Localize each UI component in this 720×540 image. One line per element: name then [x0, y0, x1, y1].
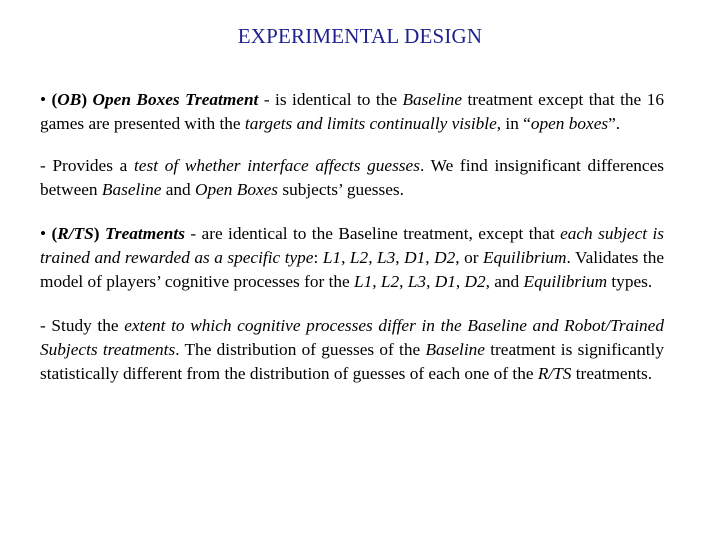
slide-body — [40, 88, 664, 386]
treatment-abbr: (R/TS) — [51, 224, 100, 243]
paragraph-provides-test: - Provides a test of whether interface affects guesses. We find insignificant differences between Baseline and Open Boxes subjects’ guesses. — [40, 156, 664, 199]
page-title: EXPERIMENTAL DESIGN — [237, 24, 483, 48]
bullet: • — [40, 224, 47, 243]
paragraph-rts-treatments: • (R/TS) Treatments - are identical to the Baseline treatment, except that each subject is trained and rewarded as a specific type: L1, L2, L3, D1, D2, or Equilibrium. Validates the model of players’ cognitive processes for the L1, L2, L3, D1, D2, and Equilibrium types. — [40, 224, 665, 291]
treatment-abbr: (OB) — [51, 90, 88, 109]
paragraph-study-extent: - Study the extent to which cognitive processes differ in the Baseline and Robot/Trained Subjects treatments. The distribution of guesses of the Baseline treatment is significantly statistically different from the distribution of guesses of each one of the R/TS treatments. — [40, 316, 664, 383]
paragraph-open-boxes: • (OB) Open Boxes Treatment - is identical to the Baseline treatment except that the 16 games are presented with the targets and limits continually visible, in “open boxes”. — [40, 90, 664, 133]
bullet: • — [40, 90, 47, 109]
treatment-name: Treatments — [104, 224, 185, 243]
treatment-name: Open Boxes Treatment — [92, 90, 259, 109]
